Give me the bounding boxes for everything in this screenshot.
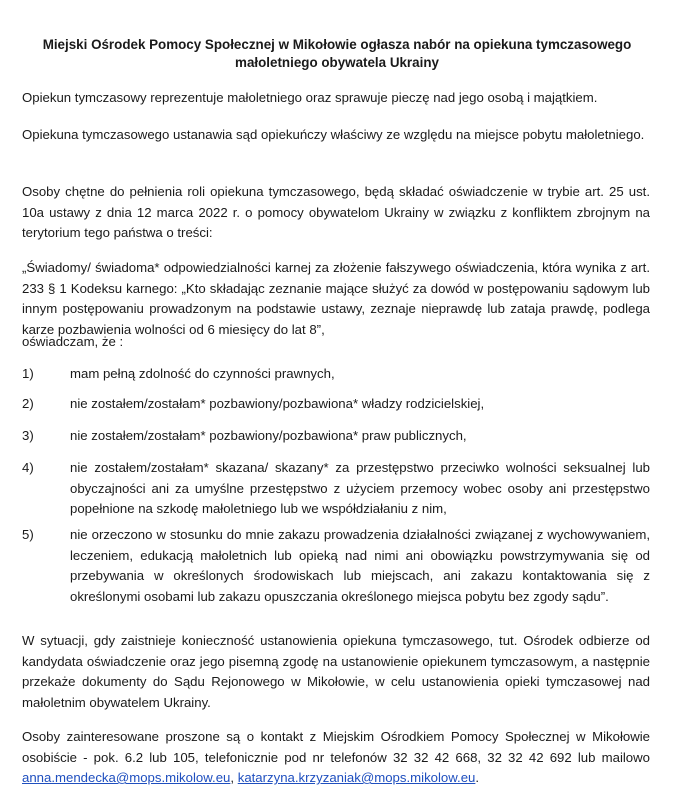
list-item-text: nie zostałem/zostałam* skazana/ skazany* za przestępstwo przeciwko wolności seksualnej lub obyczajności ani za umyślne przestępstwo z użyciem przemocy wobec osoby ani przestępstwo popełnione na szkodę małoletniego lub we współdziałaniu z nim, <box>70 460 650 516</box>
list-item-number: 1) <box>22 366 34 381</box>
contact-end: . <box>475 770 480 785</box>
list-item-number: 3) <box>22 428 34 443</box>
list-item-number: 5) <box>22 527 34 542</box>
list-item-text: nie zostałem/zostałam* pozbawiony/pozbawiona* władzy rodzicielskiej, <box>70 396 485 411</box>
email-separator: , <box>230 770 238 785</box>
paragraph-declare: oświadczam, że : <box>22 334 124 349</box>
contact-text: Osoby zainteresowane proszone są o kontakt z Miejskim Ośrodkiem Pomocy Społecznej w Mikołowie osobiście - pok. 6.2 lub 105, telefonicznie pod nr telefonów 32 32 42 668, 32 32 42 692 lub mailowo <box>22 729 650 765</box>
list-item-text: mam pełną zdolność do czynności prawnych, <box>70 366 335 381</box>
paragraph-declaration-procedure: Osoby chętne do pełnienia roli opiekuna tymczasowego, będą składać oświadczenie w trybie art. 25 ust. 10a ustawy z dnia 12 marca 2022 r. o pomocy obywatelom Ukrainy w związku z konfliktem zbrojnym na terytorium tego państwa o treści: <box>22 184 650 240</box>
list-item <box>22 458 650 520</box>
list-item-number: 4) <box>22 460 34 475</box>
list-item-text: nie orzeczono w stosunku do mnie zakazu prowadzenia działalności związanej z wychowywaniem, leczeniem, edukacją małoletnich lub opieką nad nimi ani obowiązku powstrzymywania się od przebywania w określonych środowiskach lub miejscach, ani zakazu kontaktowania się z określonymi osobami lub zakazu opuszczania określonego miejsca pobytu bez zgody sądu”. <box>70 527 650 604</box>
email-link-katarzyna-krzyzaniak[interactable]: katarzyna.krzyzaniak@mops.mikolow.eu <box>237 770 476 785</box>
list-item <box>22 525 650 607</box>
paragraph-procedure-after: W sytuacji, gdy zaistnieje konieczność ustanowienia opiekuna tymczasowego, tut. Ośrodek odbierze od kandydata oświadczenie oraz jego pisemną zgodę na ustanowienie opiekunem tymczasowym, a następnie przekaże dokumenty do Sądu Rejonowego w Mikołowie, w celu ustanowienia opieki tymczasowej nad małoletnim obywatelem Ukrainy. <box>22 633 650 710</box>
paragraph-contact <box>22 727 650 789</box>
email-link-anna-mendecka[interactable]: anna.mendecka@mops.mikolow.eu <box>22 770 231 785</box>
paragraph-criminal-liability: „Świadomy/ świadoma* odpowiedzialności karnej za złożenie fałszywego oświadczenia, która wynika z art. 233 § 1 Kodeksu karnego: „Kto składając zeznanie mające służyć za dowód w postępowaniu sądowym lub innym postępowaniu prowadzonym na podstawie ustawy, zeznaje nieprawdę lub zataja prawdę, podlega karze pozbawienia wolności od 6 miesięcy do lat 8”, <box>22 260 650 337</box>
document-title: Miejski Ośrodek Pomocy Społecznej w Mikołowie ogłasza nabór na opiekuna tymczasowego małoletniego obywatela Ukrainy <box>42 37 632 70</box>
list-item <box>22 426 650 447</box>
list-item-text: nie zostałem/zostałam* pozbawiony/pozbawiona* praw publicznych, <box>70 428 467 443</box>
paragraph-court-appoints: Opiekuna tymczasowego ustanawia sąd opiekuńczy właściwy ze względu na miejsce pobytu małoletniego. <box>22 127 645 142</box>
paragraph-guardian-role: Opiekun tymczasowy reprezentuje małoletniego oraz sprawuje pieczę nad jego osobą i majątkiem. <box>22 90 598 105</box>
list-item <box>22 394 650 415</box>
list-item <box>22 364 650 385</box>
list-item-number: 2) <box>22 396 34 411</box>
